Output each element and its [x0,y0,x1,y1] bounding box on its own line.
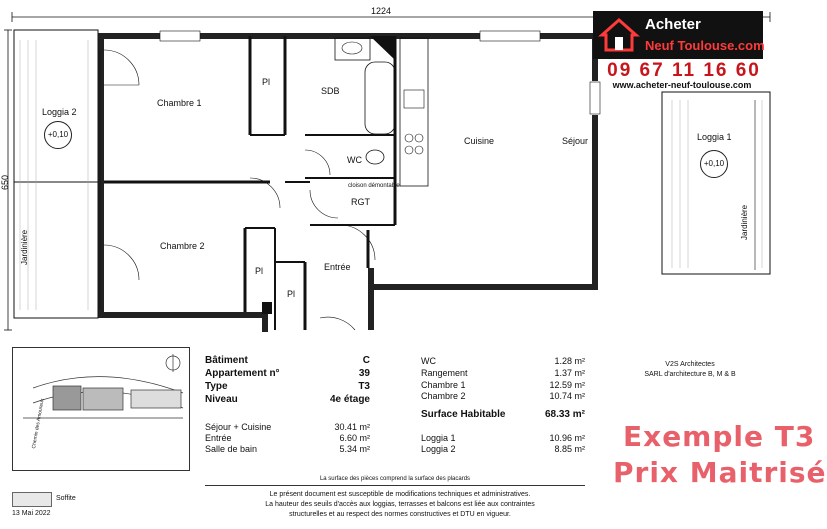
website-link[interactable]: www.acheter-neuf-toulouse.com [612,80,752,90]
room-loggia1: Loggia 1 [697,132,732,142]
jardiniere-left: Jardinière [20,229,29,265]
room-cuisine: Cuisine [464,136,495,146]
appartement-value: 39 [358,368,370,379]
room-pl-1: Pl [262,77,271,87]
date-label: 13 Mai 2022 [12,510,51,517]
area-chambre1-label: Chambre 1 [421,380,466,390]
room-wc: WC [347,155,362,165]
surface-habitable-label: Surface Habitable [421,409,506,420]
area-rangement-value: 1.37 m² [554,368,585,378]
placard-note: La surface des pièces comprend la surface des placards [319,476,471,482]
brand-logo[interactable] [593,11,763,59]
area-chambre2-label: Chambre 2 [421,391,466,401]
level-tag-loggia1: +0,10 [700,150,728,178]
area-sdb-label: Salle de bain [205,444,258,454]
area-wc-label: WC [421,356,436,366]
width-dimension: 1224 [371,6,392,16]
area-sdb-value: 5.34 m² [339,444,370,454]
promo-line1: Exemple T3 [623,420,816,453]
room-sejour: Séjour [562,136,589,146]
house-icon [599,17,639,53]
type-label: Type [205,381,228,392]
area-sejour-label: Séjour + Cuisine [205,422,272,432]
area-sejour-value: 30.41 m² [334,422,370,432]
soffite-swatch [12,492,52,507]
area-rangement-label: Rangement [421,368,468,378]
soffite-label: Soffite [56,495,76,502]
promo-line2: Prix Maitrisé [613,456,827,489]
architect-line2: SARL d'architecture B, M & B [644,371,736,378]
disclaimer-line1: Le présent document est susceptible de modifications techniques et administratives. [269,491,531,498]
thumb-street-label: Chemin des Amoureux [31,398,46,450]
loggia2-value: 8.85 m² [554,444,585,454]
room-pl-2: Pl [255,266,264,276]
loggia1-label: Loggia 1 [421,433,456,443]
room-entree: Entrée [324,262,351,272]
room-pl-3: Pl [287,289,296,299]
niveau-value: 4e étage [329,394,370,405]
room-rgt: RGT [351,197,370,207]
area-entree-value: 6.60 m² [339,433,370,443]
jardiniere-right: Jardinière [740,204,749,240]
room-chambre2: Chambre 2 [160,241,205,251]
level-tag-loggia2: +0,10 [44,121,72,149]
surface-habitable-value: 68.33 m² [544,409,585,420]
area-chambre2-value: 10.74 m² [549,391,585,401]
niveau-label: Niveau [205,394,238,405]
area-wc-value: 1.28 m² [554,356,585,366]
architect-line1: V2S Architectes [665,361,715,368]
room-loggia2: Loggia 2 [42,107,77,117]
loggia2-label: Loggia 2 [421,444,456,454]
phone-number[interactable]: 09 67 11 16 60 [607,60,761,81]
disclaimer-line2: La hauteur des seuils d'accès aux loggias, terrasses et balcons est liée aux contraintes [265,501,535,508]
type-value: T3 [358,381,370,392]
cloison-note: cloison démontable [348,183,400,189]
batiment-label: Bâtiment [205,355,248,366]
site-plan-thumbnail [12,347,190,471]
room-sdb: SDB [321,86,340,96]
height-dimension: 650 [0,174,10,190]
disclaimer-line3: structurelles et au respect des normes constructives et DTU en vigueur. [289,511,511,518]
area-entree-label: Entrée [205,433,232,443]
room-chambre1: Chambre 1 [157,98,202,108]
info-divider [205,485,585,486]
logo-line2: Neuf Toulouse.com [645,38,765,53]
logo-line1: Acheter [645,16,701,33]
appartement-label: Appartement n° [205,368,280,379]
area-chambre1-value: 12.59 m² [549,380,585,390]
batiment-value: C [362,355,370,366]
loggia1-value: 10.96 m² [549,433,585,443]
